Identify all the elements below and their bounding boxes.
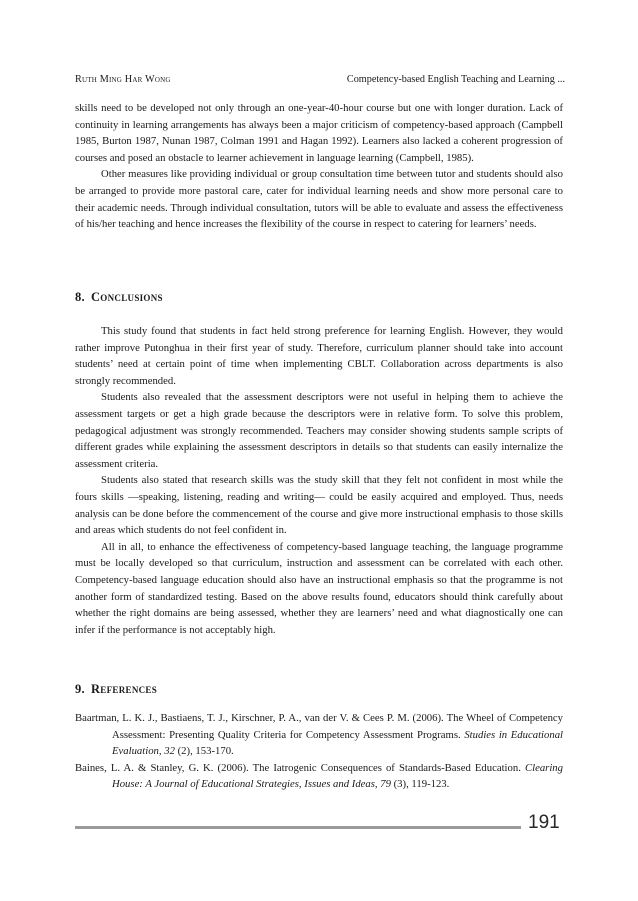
conclusions-text <box>75 323 563 638</box>
section-heading-references <box>75 682 157 697</box>
intro-text <box>75 100 563 233</box>
reference-list <box>75 710 563 793</box>
body-paragraph: Other measures like providing individual or group consultation time between tutor and students should also be arranged to provide more pastoral care, cater for individual learning needs and show more personal care to their academic needs. Through individual consultation, tutors will be able to evaluate and assess the effectiveness of his/her teaching and hence increases the flexibility of the course in respect to catering for learners’ needs. <box>75 168 563 231</box>
running-head <box>75 72 565 88</box>
reference-tail: (3), 119-123. <box>390 778 450 791</box>
section-title: Conclusions <box>90 290 163 304</box>
reference-lead: Baines, L. A. & Stanley, G. K. (2006). The Iatrogenic Consequences of Standards-Based Education. <box>75 761 525 774</box>
reference-source: Studies in Educational Evaluation, 32 <box>112 728 564 758</box>
footer-rule <box>75 826 521 829</box>
running-head-title: Competency-based English Teaching and Learning ... <box>346 74 565 85</box>
body-paragraph: Students also stated that research skills was the study skill that they felt not confident in most while the fours skills —speaking, listening, reading and writing— could be easily acquired and employed. Thus, needs analysis can be done before the commencement of the course and give more instructional emphasis to those skills and areas which students do not feel confident in. <box>75 474 563 537</box>
section-number: 8. <box>75 290 85 304</box>
page-number: 191 <box>528 812 560 833</box>
running-head-author: Ruth Ming Har Wong <box>75 74 171 85</box>
section-title: References <box>90 682 158 696</box>
section-heading-conclusions <box>75 290 163 305</box>
reference-item <box>75 760 563 793</box>
body-paragraph: This study found that students in fact held strong preference for learning English. However, they would rather improve Putonghua in their first year of study. Therefore, curriculum planner should take into account students’ need at certain point of time when implementing CBLT. Collaboration across departments is also strongly recommended. <box>75 325 563 387</box>
body-paragraph: Students also revealed that the assessment descriptors were not useful in helping them to achieve the assessment targets or get a high grade because the descriptors were in relative form. To solve this problem, pedagogical adjustment was strongly recommended. Teachers may consider showing students sample scripts of different grades while explaining the assessment descriptors in details so that students can easily internalize the assessment criteria. <box>75 391 563 470</box>
reference-source: Clearing House: A Journal of Educational Strategies, Issues and Ideas, 79 <box>112 761 563 791</box>
body-paragraph: All in all, to enhance the effectiveness of competency-based language teaching, the language programme must be locally developed so that curriculum, instruction and assessment can be correlated with each other. Competency-based language education should also have an instructional emphasis so that the programme is not another form of standardized testing. Based on the above results found, educators should think carefully about whether the right domains are being assessed, whether they are learners’ need and what diagnostically one can infer if the performance is not acceptably high. <box>75 540 563 636</box>
section-number: 9. <box>75 682 85 696</box>
reference-lead: Baartman, L. K. J., Bastiaens, T. J., Kirschner, P. A., van der V. & Cees P. M. (2006). The Wheel of Competency Assessment: Presenting Quality Criteria for Competency Assessment Programs. <box>75 712 563 741</box>
reference-item <box>75 710 563 760</box>
body-paragraph: skills need to be developed not only through an one-year-40-hour course but one with longer duration. Lack of continuity in learning arrangements has always been a major criticism of competency-based approach (Campbell 1985, Burton 1987, Nunan 1987, Colman 1991 and Hagan 1992). Learners also lacked a coherent progression of courses and posed an obstacle to learner achievement in language learning (Campbell, 1985). <box>75 102 563 164</box>
reference-tail: (2), 153-170. <box>174 745 234 758</box>
